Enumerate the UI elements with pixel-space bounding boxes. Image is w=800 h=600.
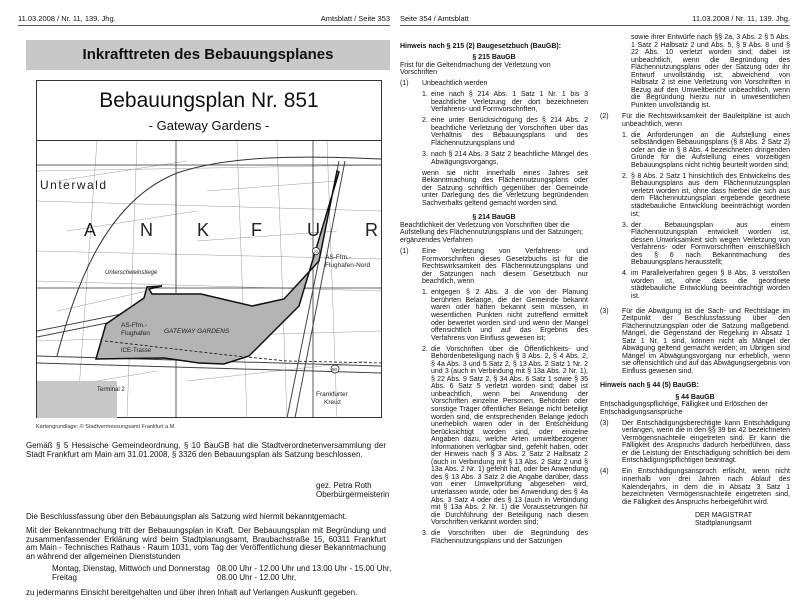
label-unterwald: Unterwald	[40, 178, 108, 192]
header-date: 11.03.2008 / Nr. 11, 139. Jhg.	[18, 14, 116, 23]
item-number: 2.	[422, 117, 428, 125]
paragraph-text: Für die Abwägung ist die Sach- und Rechtslage im Zeitpunkt der Beschlussfassung über den Flächennutzungsplan oder die Satzung maßgebend. Mängel, die Gegenstand der Regelung in Absatz 1 Satz 1 Nr. 1 sind, können nicht als Mängel der Abwägung geltend gemacht werden; im Übrigen sind Mängel im Abwägungsvorgang nur erheblich, wenn sie offensichtlich und auf das Abwägungsergebnis von Einfluss gewesen sind.	[622, 307, 790, 375]
hours-days: Freitag	[52, 572, 77, 582]
law-subtitle: Beachtlichkeit der Verletzung von Vorschriften über die Aufstellung des Flächennutzungsplans und der Satzungen; ergänzendes Verfahren	[400, 221, 583, 245]
availability-paragraph: Mit der Bekanntmachung tritt der Bebauungsplan in Kraft. Der Bebauungsplan mit Begründung und zusammenfassender Erklärung wird beim Stadtplanungsamt, Braubachstraße 15, 60311 Frankfurt am Main - Technisches Rathaus - Raum 1031, vom Tag der Veröffentlichung dieser Bekanntmachung an während der allgemeinen Dienststunden	[26, 526, 386, 561]
label-frankfurt-f: F	[251, 220, 262, 240]
law-title: § 215 BauGB	[472, 54, 516, 62]
hours-row	[52, 574, 392, 583]
resolution-paragraph: Gemäß § 5 Hessische Gemeindeordnung, § 10 BauGB hat die Stadtverordnetenversammlung der Stadt Frankfurt am Main am 31.01.2008, § 3326 den Bebauungsplan als Satzung beschlossen.	[26, 441, 386, 459]
item-number: 1.	[422, 91, 428, 99]
item-text: entgegen § 2 Abs. 3 die von der Planung berührten Belange, die der Gemeinde bekannt waren oder hätten bekannt sein müssen, in wesentlichen Punkten nicht zutreffend ermittelt oder bewertet worden sind und wenn der Mangel offensichtlich und auf das Ergebnis des Verfahrens von Einfluss gewesen ist;	[431, 289, 588, 342]
list-item	[422, 117, 588, 147]
label-as-nord-1: AS-Ffm.-	[325, 254, 351, 261]
item-text: eine nach § 214 Abs. 1 Satz 1 Nr. 1 bis 3 beachtliche Verletzung der dort bezeichneten Verfahrens- und Formvorschriften,	[431, 91, 588, 114]
signature-authority: DER MAGISTRAT	[695, 512, 753, 520]
list-item	[422, 151, 588, 166]
closing-paragraph: zu jedermanns Einsicht bereitgehalten und über ihren Inhalt auf Verlangen Auskunft gegeben.	[26, 588, 358, 597]
column-1	[400, 43, 588, 552]
paragraph-number: (1)	[400, 80, 409, 88]
map-caption: Kartengrundlage: © Stadtvermessungsamt Frankfurt a.M.	[36, 424, 176, 430]
list-item	[622, 222, 790, 267]
list-item	[622, 270, 790, 300]
paragraph	[400, 80, 588, 211]
paragraph	[600, 308, 790, 379]
paragraph-text: Ein Entschädigungsanspruch erlischt, wenn nicht innerhalb von drei Jahren nach Ablauf des Kalenderjahrs, in dem die in Absatz 3 Satz 1 bezeichneten Vermögensnachteile eingetreten sind, die Fälligkeit des Anspruchs herbeigeführt wird.	[622, 468, 790, 506]
plan-map	[37, 140, 381, 418]
header-date: 11.03.2008 / Nr. 11, 139. Jhg.	[692, 14, 790, 23]
map-title: Bebauungsplan Nr. 851	[99, 89, 319, 112]
paragraph-number: (2)	[600, 112, 609, 120]
list-item	[622, 132, 790, 170]
label-frankfurt-r: R	[365, 220, 378, 240]
paragraph-text: Für die Rechtswirksamkeit der Bauleitpläne ist auch unbeachtlich, wenn	[622, 112, 790, 128]
paragraph	[400, 248, 588, 549]
law-title: § 44 BauGB	[675, 393, 715, 401]
section-heading: Hinweis nach § 215 (2) Baugesetzbuch (BauGB):	[400, 43, 562, 50]
label-gateway-gardens: GATEWAY GARDENS	[164, 328, 230, 335]
map-subtitle: - Gateway Gardens -	[148, 118, 270, 133]
paragraph-text: wenn sie nicht innerhalb eines Jahres seit Bekanntmachung des Flächennutzungsplans oder der Satzung schriftlich gegenüber der Gemeinde unter Darlegung des die Verletzung begründenden Sachverhalts geltend gemacht worden sind.	[422, 169, 588, 207]
list-item	[422, 289, 588, 342]
paragraph	[600, 420, 790, 465]
label-unterschweinstiege: Unterschweinstiege	[105, 270, 158, 276]
list-item	[422, 346, 588, 527]
item-text: eine unter Berücksichtigung des § 214 Abs. 2 beachtliche Verletzung der Vorschriften über das Verhältnis des Bebauungsplans und des Flächennutzungsplans und	[431, 117, 588, 148]
label-frankfurt-a: A	[84, 220, 97, 240]
page-title: Inkrafttreten des Bebauungsplanes	[26, 40, 390, 70]
item-text: die Vorschriften über die Begründung des Flächennutzungsplans und der Satzungen	[431, 530, 588, 545]
paragraph-number: (4)	[600, 468, 609, 476]
announcement-paragraph: Die Beschlussfassung über den Bebauungsplan als Satzung wird hiermit bekanntgemacht.	[26, 512, 348, 521]
signature	[316, 482, 389, 499]
paragraph	[600, 468, 790, 506]
item-number: 3.	[422, 530, 428, 538]
list-item	[422, 530, 588, 545]
hours-time: 08.00 Uhr - 12.00 Uhr und 13.00 Uhr - 15.00 Uhr,	[217, 564, 392, 573]
law-title: § 214 BauGB	[472, 214, 516, 222]
list-item	[622, 173, 790, 218]
item-text: die Anforderungen an die Aufstellung eines selbständigen Bebauungsplans (§ 8 Abs. 2 Satz 2) oder an die in § 8 Abs. 4 bezeichneten dringenden Gründe für die Aufstellung eines vorzeitigen Bebauungsplans nicht richtig beurteilt worden sind;	[631, 131, 790, 169]
label-kreuz-1: Frankfurter	[316, 391, 348, 398]
item-text: der Bebauungsplan aus einem Flächennutzungsplan entwickelt worden ist, dessen Unwirksamkeit sich wegen Verletzung von Verfahrens- oder Formvorschriften einschließlich des § 6 nach Bekanntmachung des Bebauungsplans herausstellt;	[631, 221, 790, 267]
paragraph-number: (3)	[600, 419, 609, 427]
continuation-text: sowie ihrer Entwürfe nach §§ 2a, 3 Abs. 2 § 5 Abs. 1 Satz 2 Halbsatz 2 und Abs. 5, § 9 Abs. 8 und § 22 Abs. 10 verletzt worden sind; dabei ist unbeachtlich, wenn die Begründung des Flächennutzungsplans oder der Satzung oder ihr Entwurf unvollständig ist; abweichend von Halbsatz 2 ist eine Verletzung von Vorschriften in Bezug auf den Umweltbericht unbeachtlich, wenn die Begründung hierzu nur in unwesentlichen Punkten unvollständig ist.	[631, 34, 790, 109]
road-number-a: 22	[313, 249, 318, 254]
signature-department: Stadtplanungsamt	[695, 519, 752, 527]
road-number-b: 50	[332, 367, 338, 372]
paragraph-number: (1)	[400, 248, 409, 256]
header-page: Amtsblatt / Seite 353	[320, 14, 390, 23]
label-as-2: Flughafen	[121, 330, 150, 337]
law-subtitle: Entschädigungspflichtige, Fälligkeit und Erlöschen der Entschädigungsansprüche	[600, 401, 768, 416]
signature-role: Oberbürgermeisterin	[316, 489, 390, 499]
item-text: im Parallelverfahren gegen § 8 Abs. 3 verstoßen worden ist, ohne dass die geordnete städtebauliche Entwicklung beeinträchtigt worden ist.	[631, 270, 790, 300]
right-page-header	[400, 14, 790, 26]
label-terminal-2: Terminal 2	[97, 387, 125, 393]
label-ice-trasse: ICE-Trasse	[121, 348, 152, 354]
left-page-header	[18, 14, 390, 26]
item-text: die Vorschriften über die Öffentlichkeits- und Behördenbeteiligung nach § 3 Abs. 2, § 4 Abs. 2, § 4a Abs. 3 und 5 Satz 2, § 13 Abs. 2 Satz 1 Nr. 2 und 3 (auch in Verbindung mit § 13a Abs. 2 Nr. 1), § 22 Abs. 9 Satz 2, § 34 Abs. 6 Satz 1 sowie § 35 Abs. 6 Satz 5 verletzt worden sind; dabei ist unbeachtlich, wenn bei Anwendung der Vorschriften einzelne Personen, Behörden oder sonstige Träger öffentlicher Belange nicht beteiligt worden sind, die entsprechenden Belange jedoch unerheblich waren oder in der Entscheidung berücksichtigt worden sind, oder einzelne Angaben dazu, welche Arten umweltbezogener Informationen verfügbar sind, gefehlt haben, oder der Hinweis nach § 3 Abs. 2 Satz 2 Halbsatz 2 (auch in Verbindung mit § 13 Abs. 2 Satz 2 und § 13a Abs. 2 Nr. 1) gefehlt hat, oder bei Anwendung des § 13 Abs. 3 Satz 2 die Angabe darüber, dass von einer Umweltprüfung abgesehen wird, unterlassen wurde, oder bei Anwendung des § 4a Abs. 3 Satz 4 oder des § 13 (auch in Verbindung mit § 13a Abs. 2 Nr. 1) die Voraussetzungen für die Durchführung der Beteiligung nach diesen Vorschriften verkannt worden sind;	[431, 345, 588, 527]
office-hours	[52, 565, 392, 582]
signature-name: gez. Petra Roth	[316, 481, 372, 490]
item-number: 2.	[622, 172, 628, 180]
paragraph	[600, 113, 790, 304]
section-heading: Hinweis nach § 44 (5) BauGB:	[600, 382, 699, 390]
column-2	[600, 34, 790, 527]
paragraph-text: Eine Verletzung von Verfahrens- und Formvorschriften dieses Gesetzbuchs ist für die Rechtswirksamkeit des Flächennutzungsplans und der Satzungen nach diesem Gesetzbuch nur beachtlich, wenn	[422, 248, 588, 286]
label-frankfurt-k: K	[197, 220, 210, 240]
magistrat-signature	[600, 512, 790, 527]
map-figure	[36, 80, 382, 418]
item-number: 4.	[622, 270, 628, 278]
item-number: 1.	[622, 131, 628, 139]
item-number: 1.	[422, 289, 428, 297]
item-number: 3.	[622, 221, 628, 229]
header-page: Seite 354 / Amtsblatt	[400, 14, 469, 23]
list-item	[422, 91, 588, 114]
paragraph-text: Der Entschädigungsberechtigte kann Entschädigung verlangen, wenn die in den §§ 39 bis 42 bezeichneten Vermögensnachteile eingetreten sind. Er kann die Fälligkeit des Anspruchs dadurch herbeiführen, dass er die Leistung der Entschädigung schriftlich bei dem Entschädigungspflichtigen beantragt.	[622, 419, 790, 465]
item-text: § 8 Abs. 2 Satz 1 hinsichtlich des Entwickelns des Bebauungsplans aus dem Flächennutzungsplan verletzt worden ist, ohne dass hierbei die sich aus dem Flächennutzungsplan ergebende geordnete städtebauliche Entwicklung beeinträchtigt worden ist;	[631, 172, 790, 218]
label-frankfurt-u: U	[307, 220, 320, 240]
paragraph-text: Unbeachtlich werden	[422, 80, 488, 88]
law-subtitle: Frist für die Geltendmachung der Verletzung von Vorschriften	[400, 61, 551, 77]
label-kreuz-2: Kreuz	[324, 399, 341, 406]
item-number: 3.	[422, 151, 428, 159]
item-number: 2.	[422, 345, 428, 353]
hours-days: Montag, Dienstag, Mittwoch und Donnerstag	[52, 564, 210, 573]
paragraph-number: (3)	[600, 307, 609, 315]
label-as-nord-2: Flughafen-Nord	[325, 262, 371, 269]
hours-time: 08.00 Uhr - 12.00 Uhr,	[217, 572, 297, 582]
label-frankfurt-n: N	[140, 220, 153, 240]
label-as-1: AS-Ffm.-	[121, 322, 147, 329]
item-text: nach § 214 Abs. 3 Satz 2 beachtliche Mängel des Abwägungsvorgangs,	[431, 151, 588, 166]
